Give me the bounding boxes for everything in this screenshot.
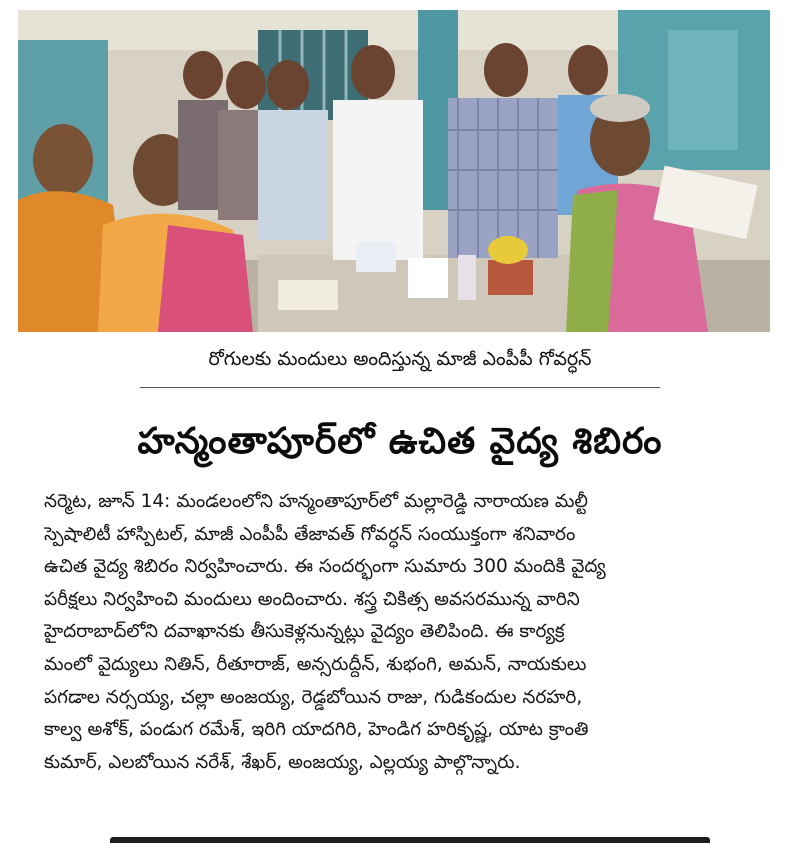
medical-camp-photo (18, 10, 770, 332)
caption-divider (140, 387, 660, 388)
article-line: స్పెషాలిటీ హాస్పిటల్, మాజీ ఎంపీపీ తేజావత్ గోవర్ధన్ సంయుక్తంగా శనివారం (44, 523, 576, 545)
article-line: హైదరాబాద్‌లోని దవాఖానకు తీసుకెళ్లనున్నట్లు వైద్యం తెలిపింది. ఈ కార్యక్ర (44, 621, 565, 643)
article-body (44, 486, 772, 779)
article-line: ఉచిత వైద్య శిబిరం నిర్వహించారు. ఈ సందర్భంగా సుమారు 300 మందికి వైద్య (44, 556, 606, 578)
article-headline: హన్మంతాపూర్‌లో ఉచిత వైద్య శిబిరం (137, 421, 663, 462)
article-line: కాల్వ అశోక్, పండుగ రమేశ్, ఇరిగి యాదగిరి, హెండిగ హరికృష్ణ, యాట క్రాంతి (44, 719, 589, 741)
cropped-next-headline (110, 828, 710, 843)
article-line: పరీక్షలు నిర్వహించి మందులు అందించారు. శస్త్ర చికిత్స అవసరమున్న వారిని (44, 588, 580, 610)
article-line: కుమార్, ఎలబోయిన నరేశ్, శేఖర్, అంజయ్య, ఎల్లయ్య పాల్గొన్నారు. (44, 751, 521, 773)
photo-caption: రోగులకు మందులు అందిస్తున్న మాజీ ఎంపీపీ గోవర్ధన్ (208, 348, 592, 370)
article-line: మంలో వైద్యులు నితిన్, రీతూరాజ్, అన్సరుద్దీన్, శుభంగి, అమన్, నాయకులు (44, 653, 587, 675)
article-line: నర్మెట, జూన్ 14: మండలంలోని హన్మంతాపూర్‌లో మల్లారెడ్డి నారాయణ మల్టీ (44, 491, 588, 512)
news-photo (18, 10, 770, 332)
article-line: పగడాల నర్సయ్య, చల్లా అంజయ్య, రెడ్డబోయిన రాజు, గుడికందుల నరహరి, (44, 686, 583, 708)
